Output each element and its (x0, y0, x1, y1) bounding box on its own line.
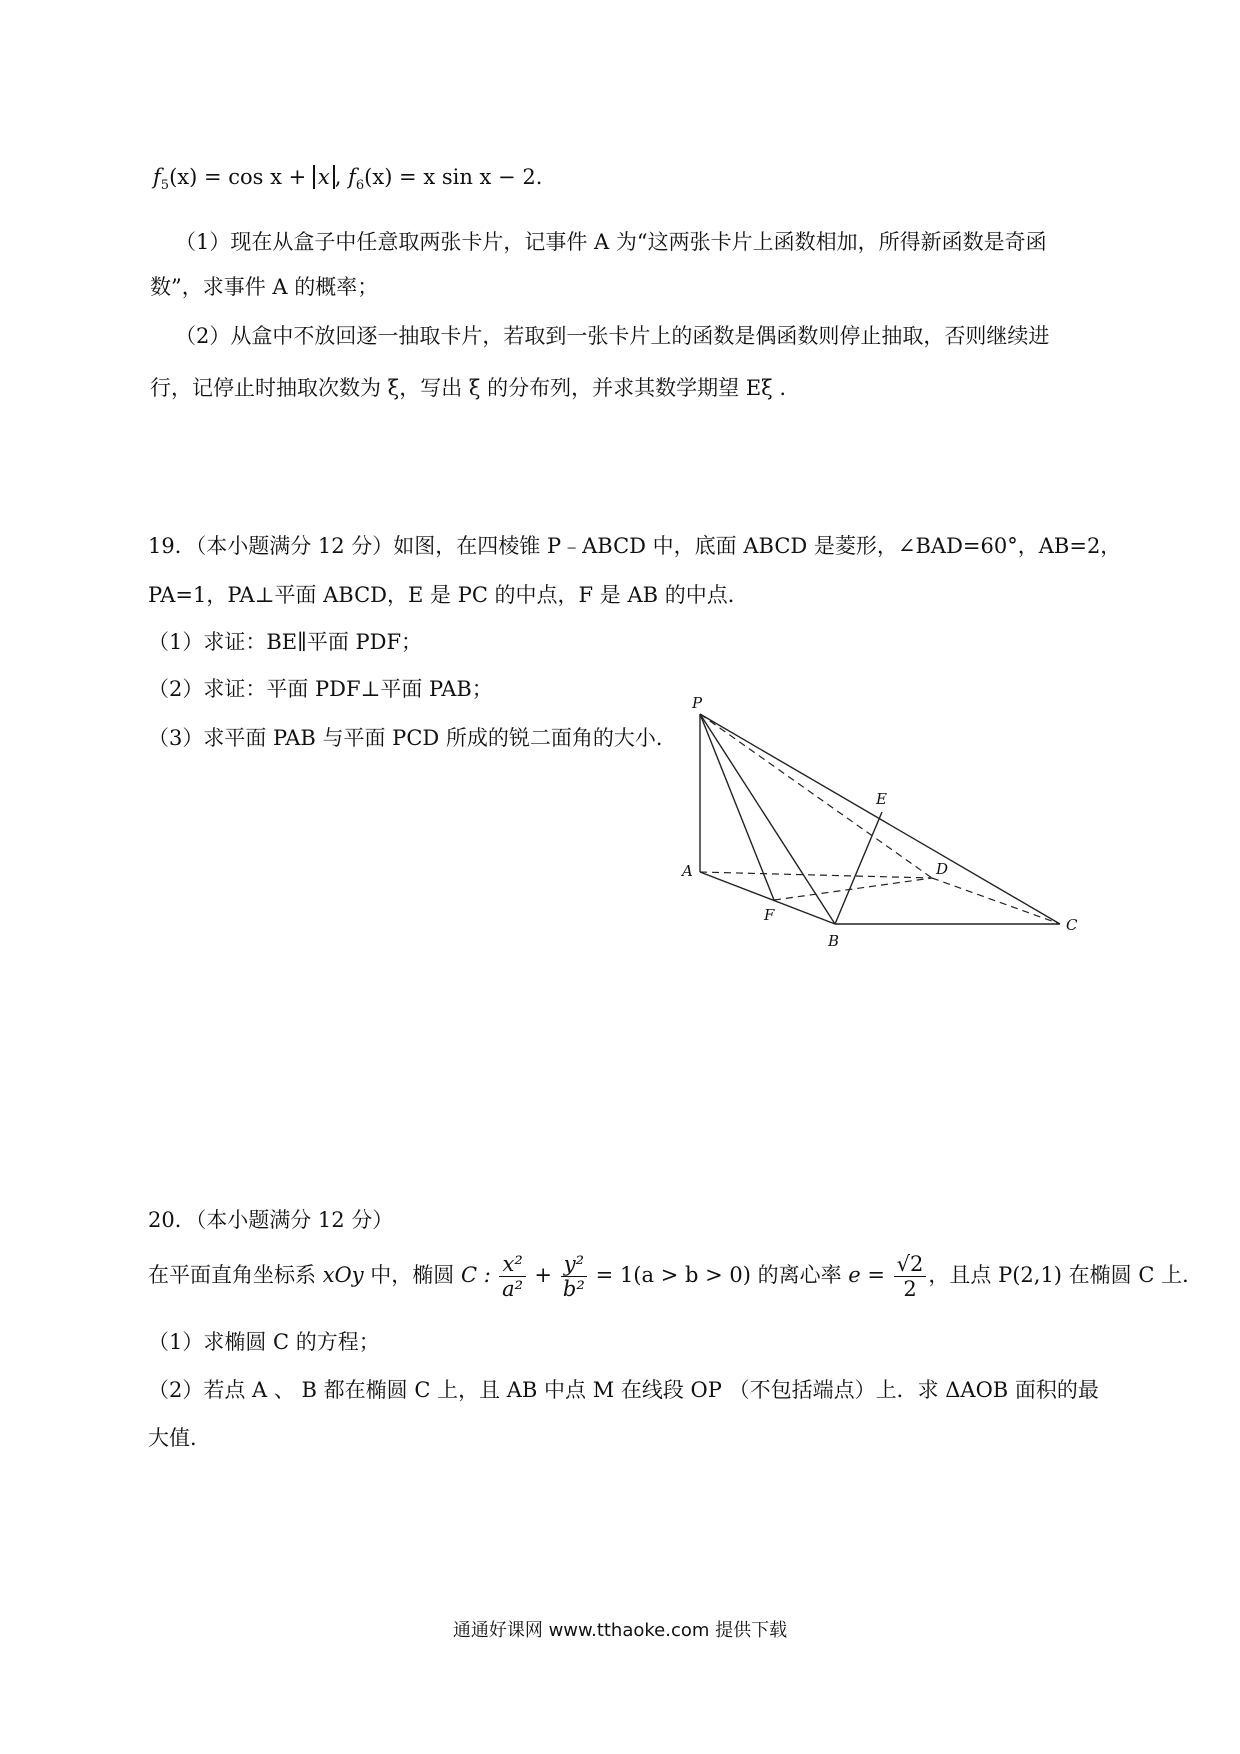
e-equals: e = (848, 1263, 892, 1287)
q18-part2-line2: 行，记停止时抽取次数为 ξ，写出 ξ 的分布列，并求其数学期望 Eξ . (150, 376, 787, 400)
plus-sign: + (527, 1263, 559, 1287)
q19-line1: 19．（本小题满分 12 分）如图，在四棱锥 P﹣ABCD 中，底面 ABCD 是菱形，∠BAD=60°，AB=2， (148, 534, 1122, 558)
label-E: E (876, 790, 887, 808)
edge-PB (700, 714, 835, 924)
label-A: A (682, 862, 693, 880)
q20-intro-line (148, 1250, 1203, 1301)
frac2-denominator: b² (562, 1277, 585, 1301)
label-B: B (828, 932, 840, 950)
q20-intro-a: 在平面直角坐标系 (148, 1263, 323, 1287)
ellipse-condition: = 1(a > b > 0) (589, 1263, 751, 1287)
q20-part2-line2: 大值． (148, 1426, 211, 1450)
q20-intro-b: 中，椭圆 (363, 1263, 461, 1287)
two-denominator: 2 (903, 1277, 917, 1301)
f5-symbol: f (153, 165, 161, 189)
frac1-denominator: a² (502, 1277, 524, 1301)
q18-part1-line2: 数”，求事件 A 的概率； (150, 275, 379, 299)
sqrt2-numerator: √2 (894, 1252, 927, 1277)
q20-part1: （1）求椭圆 C 的方程； (148, 1330, 380, 1354)
q20-header: 20．（本小题满分 12 分） (148, 1208, 394, 1232)
edge-PF (700, 714, 774, 900)
f6-symbol: f (348, 165, 356, 189)
pyramid-figure (680, 692, 1100, 952)
edge-PD (700, 714, 932, 878)
edge-AD (700, 872, 932, 878)
f6-subscript: 6 (355, 178, 365, 194)
label-D: D (936, 860, 949, 878)
q18-formula-line (153, 162, 542, 201)
f5-expression: (x) = cos x + (169, 165, 313, 189)
label-P: P (692, 694, 703, 712)
q19-part3: （3）求平面 PAB 与平面 PCD 所成的锐二面角的大小． (148, 726, 677, 750)
page-footer: 通通好课网 www.tthaoke.com 提供下载 (452, 1620, 788, 1641)
q18-part2-line1: （2）从盒中不放回逐一抽取卡片，若取到一张卡片上的函数是偶函数则停止抽取，否则继续进 (175, 324, 1050, 348)
frac1-numerator: x² (499, 1252, 525, 1277)
eccentricity-text: 的离心率 (750, 1263, 849, 1287)
ellipse-c-label: C : (460, 1263, 498, 1287)
f6-expression: (x) = x sin x − 2. (364, 165, 543, 189)
frac2-numerator: y² (561, 1252, 587, 1277)
fraction-sqrt2-over-2 (894, 1252, 927, 1301)
q19-part1: （1）求证：BE∥平面 PDF； (148, 630, 423, 654)
fraction-x2-a2 (499, 1252, 525, 1301)
fraction-y2-b2 (561, 1252, 587, 1301)
q18-part1-line1: （1）现在从盒子中任意取两张卡片，记事件 A 为“这两张卡片上函数相加，所得新函数是奇函 (175, 230, 1047, 254)
q19-part2: （2）求证：平面 PDF⊥平面 PAB； (148, 677, 493, 701)
q19-line2: PA=1，PA⊥平面 ABCD，E 是 PC 的中点，F 是 AB 的中点． (148, 583, 749, 607)
xoy-symbol: xOy (322, 1263, 364, 1287)
f5-subscript: 5 (160, 178, 170, 194)
q20-part2-line1: （2）若点 A 、 B 都在椭圆 C 上，且 AB 中点 M 在线段 OP （不包括端点）上．求 ΔAOB 面积的最 (148, 1378, 1099, 1402)
abs-x: x (313, 165, 335, 189)
q20-intro-tail: ，且点 P(2,1) 在椭圆 C 上． (928, 1263, 1204, 1287)
label-F: F (764, 906, 775, 924)
formula-separator: , (334, 165, 349, 189)
edge-BE (835, 812, 882, 924)
edge-DC (932, 878, 1060, 924)
label-C: C (1066, 916, 1078, 934)
